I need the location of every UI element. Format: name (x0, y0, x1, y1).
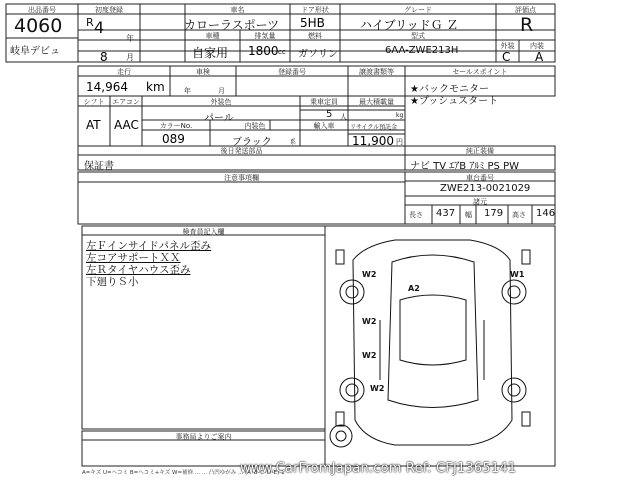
color-no-label: カラーNo. (159, 122, 193, 130)
vehicle-type-label: 車種 (205, 32, 220, 40)
inspection-month: 月 (218, 87, 225, 95)
damage-mark: W2 (362, 317, 377, 326)
ac-value: AAC (114, 118, 139, 132)
fuel-value: ガソリン (298, 49, 338, 60)
equipment-label: 純正装備 (466, 147, 494, 155)
damage-mark: W2 (362, 351, 377, 360)
color-no-value: 089 (162, 132, 185, 146)
score-value: R (520, 14, 534, 36)
car-name: カローラスポーツ (184, 18, 280, 32)
inspector-title: 検査員記入欄 (182, 228, 225, 236)
aftermarket-label: 後日発送部品 (220, 147, 263, 155)
height-value: 146 (536, 208, 556, 219)
recycle-fee-label: リサイクル預託金 (350, 124, 398, 131)
length-value: 437 (436, 208, 456, 219)
interior-value: A (535, 50, 544, 64)
era: R (86, 16, 94, 29)
color-value: パール (204, 113, 234, 124)
office-title: 事務局よりご案内 (175, 433, 232, 441)
car-outline (330, 240, 530, 447)
import-label: 輸入車 (313, 122, 335, 130)
sales-point-2: ★プッシュスタート (410, 96, 499, 107)
reg-no-label: 登録番号 (278, 68, 306, 76)
car-name-label: 車名 (230, 6, 245, 14)
inspector-line-4: 下廻りＳ小 (86, 276, 139, 288)
length-label: 長さ (409, 211, 423, 219)
month-unit: 月 (126, 53, 134, 62)
ac-label: エアコン (112, 98, 140, 106)
vehicle-type-value: 自家用 (192, 46, 229, 60)
equipment-value: ナビ TV ｴｱB ｱﾙﾐ PS PW (410, 161, 519, 172)
door-label: ドア形状 (301, 6, 329, 14)
cautions-label: 注意事項欄 (224, 174, 259, 182)
chassis-value: ZWE213-0021029 (440, 183, 531, 194)
width-label: 幅 (465, 211, 472, 219)
load-label: 最大積載量 (359, 98, 394, 106)
height-label: 高さ (512, 211, 526, 219)
seats-label: 乗車定員 (310, 98, 338, 106)
month: 8 (100, 50, 108, 64)
lot-label: 出品番号 (28, 6, 56, 14)
mileage-label: 走行 (117, 68, 131, 76)
footer-legend: A=キズ U=ヘコミ B=ヘコミ+キズ W=補修 ... ... 凸凹ゆがみ ... (A･B･C･D･E) 1 (82, 470, 285, 476)
damage-mark: W1 (510, 270, 525, 279)
era-year: 4 (94, 18, 105, 37)
displacement-value: 1800 (248, 44, 279, 58)
lot-number: 4060 (14, 15, 63, 37)
displacement-unit: cc (278, 48, 286, 56)
damage-mark: W2 (370, 384, 385, 393)
displacement-label: 排気量 (254, 32, 276, 40)
damage-mark: W2 (362, 270, 377, 279)
load-unit: kg (396, 112, 404, 119)
int-color-label: 内装色 (244, 122, 266, 130)
grade-value: ハイブリッドＧ Ｚ (360, 18, 459, 32)
watermark: www.CarFromJapan.com Ref: CFJ1365141 (240, 461, 517, 476)
grade-label: グレード (404, 6, 432, 14)
seats-unit: 人 (340, 113, 347, 121)
recycle-label: 譲渡書類等 (359, 68, 394, 76)
fuel-label: 燃料 (308, 32, 322, 40)
score-label: 評価点 (515, 6, 536, 14)
model-value: 6AA-ZWE213H (385, 45, 459, 56)
door-value: 5HB (300, 16, 325, 30)
interior-label: 内装 (530, 42, 544, 50)
inspector-line-1: 左Ｆインサイドパネル歪み (86, 240, 212, 252)
shift-label: シフト (83, 98, 105, 106)
model-label: 型式 (411, 32, 425, 40)
int-color-value: ブラック (232, 137, 272, 148)
exterior-label: 外装 (500, 42, 515, 50)
year-unit: 年 (126, 34, 134, 43)
mileage-value: 14,964 (86, 80, 128, 94)
recycle-fee-unit: 円 (396, 138, 403, 146)
color-label: 外装色 (210, 98, 232, 106)
int-color-suffix: 系 (290, 139, 297, 146)
inspector-line-3: 左Ｒタイヤハウス歪み (86, 264, 191, 276)
mileage-unit: km (146, 80, 165, 94)
docs-value: 保証書 (84, 161, 114, 172)
inspection-label: 車検 (196, 68, 210, 76)
width-value: 179 (484, 208, 504, 219)
first-reg-label: 初度登録 (95, 6, 123, 14)
dimensions-label: 諸元 (473, 198, 487, 206)
shift-value: AT (86, 118, 101, 132)
inspection-year: 年 (184, 87, 191, 95)
sales-label: セールスポイント (452, 68, 508, 76)
recycle-fee-value: 11,900 (352, 134, 394, 148)
sales-point-1: ★バックモニター (410, 84, 489, 95)
chassis-label: 車台番号 (466, 174, 494, 182)
inspector-line-2: 左コアサポートＸＸ (86, 252, 181, 264)
seats-value: 5 (326, 109, 333, 120)
damage-mark: A2 (408, 284, 420, 293)
exterior-value: C (502, 50, 511, 64)
venue: 岐阜デビュ (10, 46, 60, 57)
